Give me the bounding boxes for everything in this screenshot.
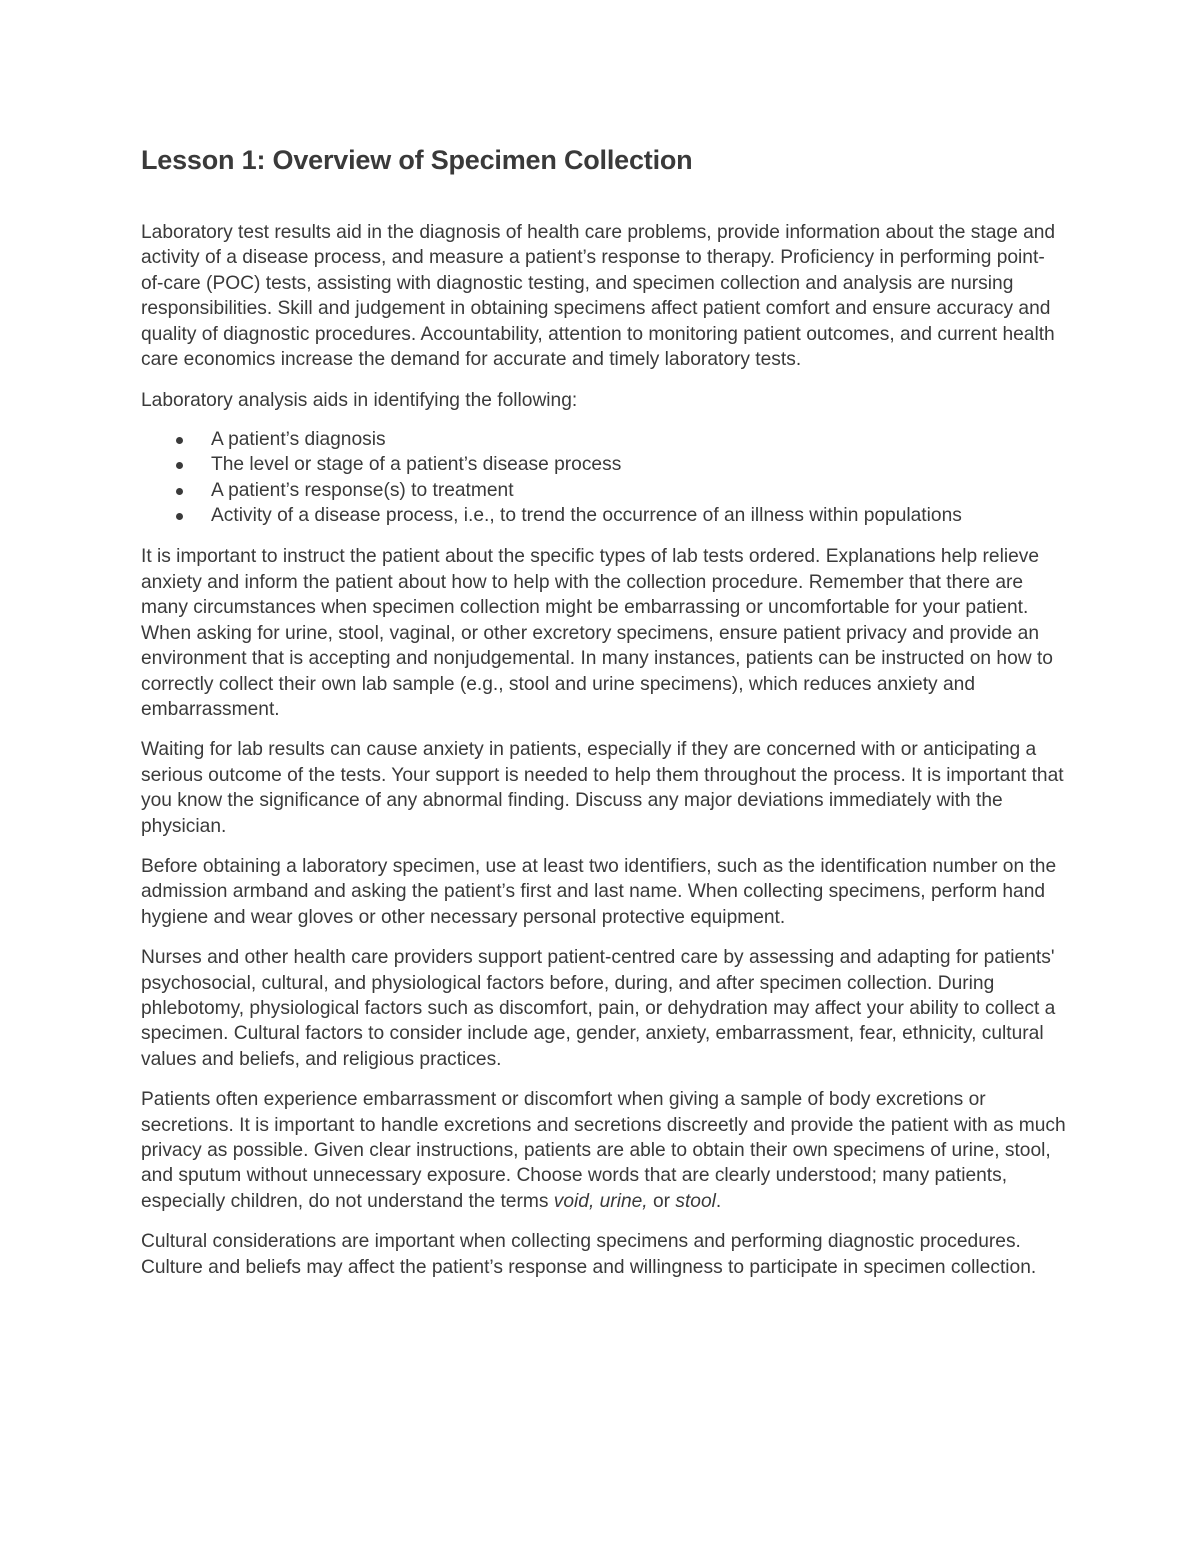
paragraph-end: . bbox=[715, 1190, 722, 1212]
instruct-paragraph: It is important to instruct the patient about the specific types of lab tests ordered. Explanations help relieve anxiety and inform the patient about how to help with the collection procedure. Remember that there are many circumstances when specimen collection might be embarrassing or uncomfortable for your patient. When asking for urine, stool, vaginal, or other excretory specimens, ensure patient privacy and provide an environment that is accepting and nonjudgemental. In many instances, patients can be instructed on how to correctly collect their own lab sample (e.g., stool and urine specimens), which reduces anxiety and embarrassment. bbox=[141, 546, 1053, 720]
bullet-text: Activity of a disease process, i.e., to trend the occurrence of an illness within populations bbox=[211, 505, 962, 527]
bullet-dot-icon bbox=[176, 437, 183, 444]
bullet-dot-icon bbox=[176, 488, 183, 495]
bullet-text: A patient’s diagnosis bbox=[211, 428, 386, 450]
bullet-item bbox=[141, 503, 1066, 528]
waiting-paragraph: Waiting for lab results can cause anxiety in patients, especially if they are concerned with or anticipating a serious outcome of the tests. Your support is needed to help them throughout the process. It is important that you know the significance of any abnormal finding. Discuss any major deviations immediately with the physician. bbox=[141, 739, 1064, 837]
bullet-item bbox=[141, 427, 1066, 452]
term-stool: stool bbox=[675, 1190, 716, 1212]
bullet-item bbox=[141, 478, 1066, 503]
bullet-dot-icon bbox=[176, 462, 183, 469]
identifiers-paragraph: Before obtaining a laboratory specimen, use at least two identifiers, such as the identification number on the admission armband and asking the patient’s first and last name. When collecting specimens, perform hand hygiene and wear gloves or other necessary personal protective equipment. bbox=[141, 855, 1057, 928]
bullet-list bbox=[141, 427, 1066, 529]
nurses-paragraph: Nurses and other health care providers support patient-centred care by assessing and adapting for patients' psychosocial, cultural, and physiological factors before, during, and after specimen collection. During phlebotomy, physiological factors such as discomfort, pain, or dehydration may affect your ability to collect a specimen. Cultural factors to consider include age, gender, anxiety, embarrassment, fear, ethnicity, cultural values and beliefs, and religious practices. bbox=[141, 947, 1056, 1070]
document-page bbox=[141, 140, 1066, 1295]
bullet-item bbox=[141, 452, 1066, 477]
embarrassment-paragraph bbox=[141, 1087, 1066, 1214]
intro-paragraph: Laboratory test results aid in the diagnosis of health care problems, provide information about the stage and activity of a disease process, and measure a patient’s response to therapy. Proficiency in performing point-of-care (POC) tests, assisting with diagnostic testing, and specimen collection and analysis are nursing responsibilities. Skill and judgement in obtaining specimens affect patient comfort and ensure accuracy and quality of diagnostic procedures. Accountability, attention to monitoring patient outcomes, and current health care economics increase the demand for accurate and timely laboratory tests. bbox=[141, 222, 1056, 371]
cultural-paragraph: Cultural considerations are important when collecting specimens and performing diagnostic procedures. Culture and beliefs may affect the patient’s response and willingness to participate in specimen collection. bbox=[141, 1231, 1037, 1278]
term-urine: urine, bbox=[599, 1190, 648, 1212]
list-intro-paragraph: Laboratory analysis aids in identifying the following: bbox=[141, 390, 578, 412]
embarrassment-text: Patients often experience embarrassment or discomfort when giving a sample of body excretions or secretions. It is important to handle excretions and secretions discreetly and provide the patient with as much privacy as possible. Given clear instructions, patients are able to obtain their own specimens of urine, stool, and sputum without unnecessary exposure. Choose words that are clearly understood; many patients, especially children, do not understand the terms bbox=[141, 1089, 1066, 1212]
document-title: Lesson 1: Overview of Specimen Collection bbox=[141, 145, 693, 175]
bullet-dot-icon bbox=[176, 513, 183, 520]
term-separator: or bbox=[647, 1190, 676, 1212]
bullet-text: The level or stage of a patient’s disease process bbox=[211, 454, 622, 476]
term-void: void, bbox=[553, 1190, 595, 1212]
bullet-text: A patient’s response(s) to treatment bbox=[211, 479, 514, 501]
